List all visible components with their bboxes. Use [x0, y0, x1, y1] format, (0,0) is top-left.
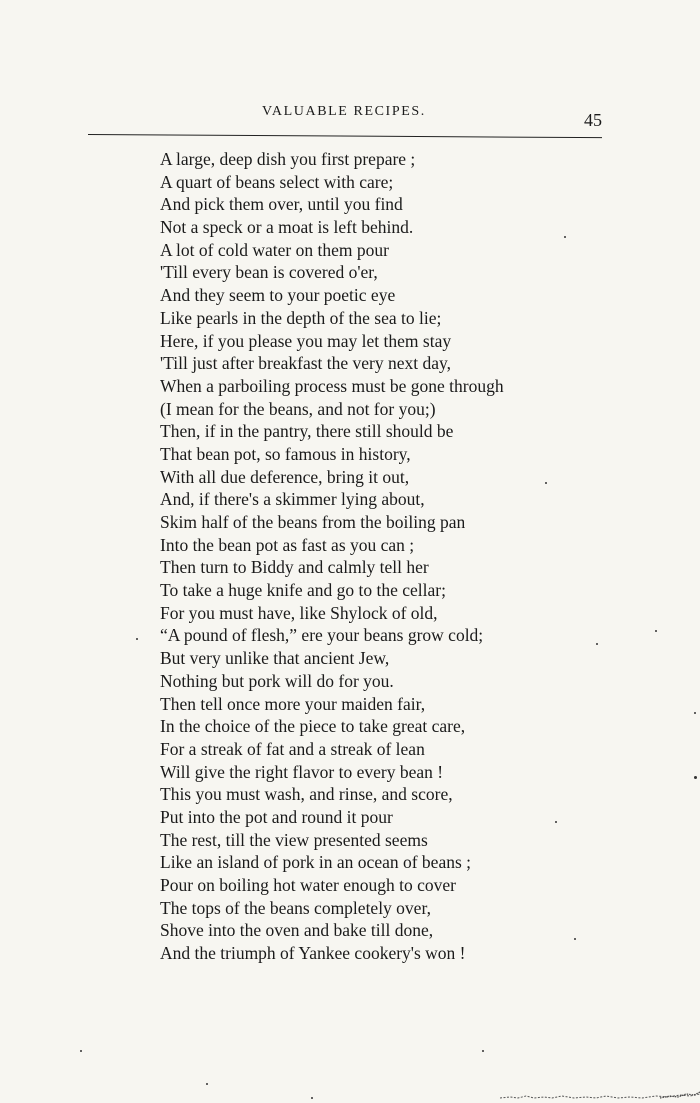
poem	[160, 148, 504, 965]
poem-line: For a streak of fat and a streak of lean	[160, 738, 425, 759]
poem-line: A lot of cold water on them pour	[160, 239, 389, 260]
poem-line: Skim half of the beans from the boiling pan	[160, 512, 466, 532]
scan-speck	[574, 938, 576, 940]
poem-line: When a parboiling process must be gone through	[160, 375, 504, 396]
poem-line: “A pound of flesh,” ere your beans grow cold;	[160, 625, 484, 646]
poem-line: Like pearls in the depth of the sea to lie;	[160, 307, 442, 328]
scan-speck	[80, 1050, 82, 1052]
poem-line: And pick them over, until you find	[160, 194, 403, 215]
poem-line: Then turn to Biddy and calmly tell her	[160, 557, 429, 578]
page-number: 45	[584, 110, 602, 130]
poem-line: And they seem to your poetic eye	[160, 285, 396, 306]
poem-line: The rest, till the view presented seems	[160, 829, 428, 850]
scan-speck	[555, 821, 557, 823]
scan-speck	[694, 712, 696, 714]
poem-line: (I mean for the beans, and not for you;)	[160, 398, 436, 419]
print-noise	[500, 1088, 700, 1100]
poem-line: Like an island of pork in an ocean of beans ;	[160, 852, 472, 873]
poem-line: Into the bean pot as fast as you can ;	[160, 534, 415, 555]
poem-line: A large, deep dish you first prepare ;	[160, 149, 416, 169]
scan-speck	[545, 482, 547, 484]
poem-line: Not a speck or a moat is left behind.	[160, 217, 414, 238]
poem-line: And, if there's a skimmer lying about,	[160, 489, 425, 510]
poem-line: Shove into the oven and bake till done,	[160, 920, 434, 941]
poem-line: Nothing but pork will do for you.	[160, 670, 394, 691]
poem-line: The tops of the beans completely over,	[160, 897, 431, 918]
poem-line: And the triumph of Yankee cookery's won !	[160, 943, 466, 964]
poem-line: 'Till every bean is covered o'er,	[160, 262, 378, 283]
scan-speck	[596, 643, 598, 645]
poem-line: This you must wash, and rinse, and score,	[160, 784, 453, 805]
poem-line: Then tell once more your maiden fair,	[160, 693, 426, 714]
scan-speck	[482, 1050, 484, 1052]
poem-line: In the choice of the piece to take great care,	[160, 716, 466, 737]
poem-line: Will give the right flavor to every bean !	[160, 761, 444, 782]
scan-speck	[655, 630, 657, 632]
poem-line: Pour on boiling hot water enough to cover	[160, 875, 456, 895]
running-head	[0, 104, 700, 128]
poem-line: Put into the pot and round it pour	[160, 806, 393, 827]
poem-line: Then, if in the pantry, there still should be	[160, 421, 454, 442]
header-title: VALUABLE RECIPES.	[262, 104, 426, 119]
poem-line: 'Till just after breakfast the very next day,	[160, 353, 452, 374]
poem-line: But very unlike that ancient Jew,	[160, 648, 390, 669]
poem-line: For you must have, like Shylock of old,	[160, 602, 438, 623]
scan-speck	[311, 1097, 313, 1099]
scan-speck	[694, 776, 697, 779]
scan-speck	[206, 1083, 208, 1085]
poem-line: Here, if you please you may let them stay	[160, 330, 452, 351]
poem-line: That bean pot, so famous in history,	[160, 443, 411, 464]
header-rule	[88, 134, 602, 138]
scan-speck	[136, 638, 138, 640]
poem-line: To take a huge knife and go to the cellar;	[160, 580, 446, 601]
scan-speck	[564, 236, 566, 238]
poem-line: With all due deference, bring it out,	[160, 466, 410, 487]
poem-line: A quart of beans select with care;	[160, 171, 394, 192]
